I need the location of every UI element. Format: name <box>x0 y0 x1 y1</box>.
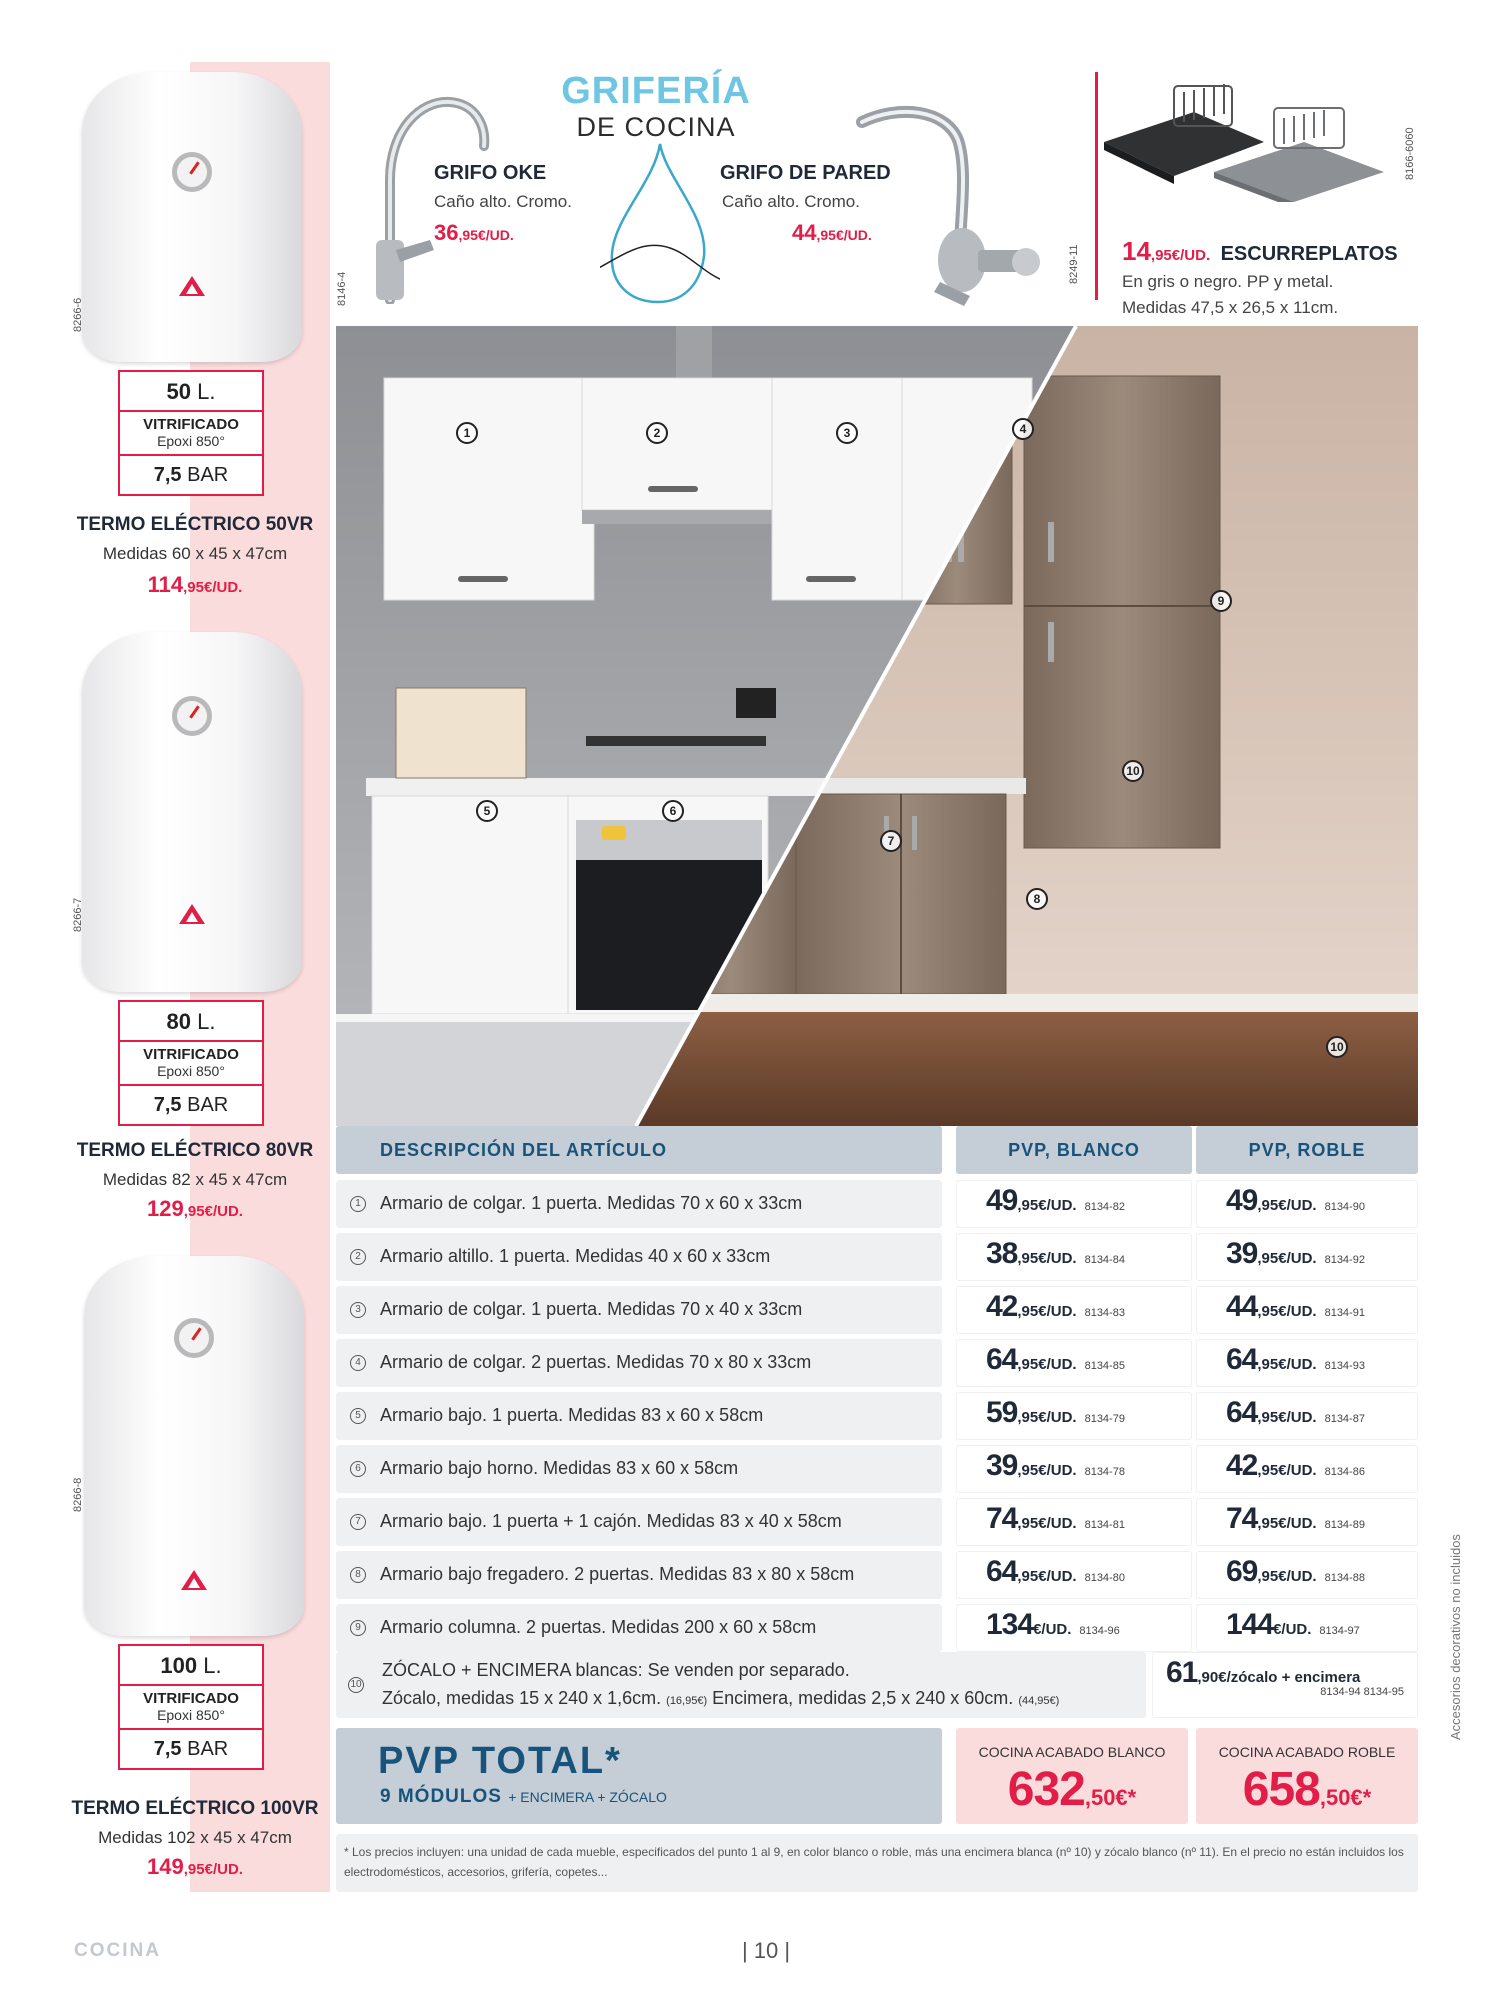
grifo-oke-name: GRIFO OKE <box>434 162 547 184</box>
heater-dims: Medidas 60 x 45 x 47cm <box>102 544 288 563</box>
row10-line2: Zócalo, medidas 15 x 240 x 1,6cm. (16,95€) Encimera, medidas 2,5 x 240 x 60cm. (44,95€) <box>382 1688 1060 1708</box>
heater-title: TERMO ELÉCTRICO 50VR <box>76 514 314 535</box>
footnote: * Los precios incluyen: una unidad de cada mueble, especificados del punto 1 al 9, en color blanco o roble, más una encimera blanca (nº 10) y zócalo blanco (nº 11). En el precio no están incluidos los electrodomésticos, accesorios, grifería, copetes... <box>344 1845 1404 1879</box>
aquahot-logo-icon <box>177 902 207 926</box>
row10-num: 10 <box>348 1676 378 1694</box>
heater-50-image <box>82 72 302 362</box>
heater-spec-box: 80 L. VITRIFICADO Epoxi 850° 7,5 BAR <box>118 1000 264 1126</box>
heater-code: 8266-8 <box>72 1477 84 1512</box>
price-roble: 64,95€/UD. 8134-87 <box>1196 1392 1418 1440</box>
page-number: | 10 | <box>741 1938 791 1963</box>
footer-section: COCINA <box>74 1940 161 1961</box>
price-blanco: 134€/UD. 8134-96 <box>956 1604 1192 1652</box>
heater-spec-box: 100 L. VITRIFICADO Epoxi 850° 7,5 BAR <box>118 1644 264 1770</box>
kitchen-badge: 7 <box>880 830 902 852</box>
grifo-oke-code: 8146-4 <box>336 271 348 306</box>
heater-100-image <box>84 1256 304 1636</box>
price-roble: 64,95€/UD. 8134-93 <box>1196 1339 1418 1387</box>
grifo-pared-desc: Caño alto. Cromo. <box>722 192 860 211</box>
kitchen-badge: 3 <box>836 422 858 444</box>
grifo-oke-price: 36,95€/UD. <box>434 220 514 245</box>
side-note: Accesorios decorativos no incluidos <box>1448 1534 1463 1740</box>
escurreplatos-desc-1: En gris o negro. PP y metal. <box>1122 272 1334 291</box>
kitchen-badge: 8 <box>1026 888 1048 910</box>
price-blanco: 49,95€/UD. 8134-82 <box>956 1180 1192 1228</box>
heater-code: 8266-6 <box>72 297 84 332</box>
grifo-pared-name: GRIFO DE PARED <box>720 162 891 184</box>
price-blanco: 64,95€/UD. 8134-85 <box>956 1339 1192 1387</box>
gauge-icon <box>172 696 212 736</box>
kitchen-badge: 10 <box>1122 760 1144 782</box>
price-roble: 74,95€/UD. 8134-89 <box>1196 1498 1418 1546</box>
total-blanco: COCINA ACABADO BLANCO 632,50€* <box>956 1728 1188 1824</box>
kitchen-badge: 1 <box>456 422 478 444</box>
heater-spec-box: 50 L. VITRIFICADO Epoxi 850° 7,5 BAR <box>118 370 264 496</box>
aquahot-logo-icon <box>179 1568 209 1592</box>
price-blanco: 64,95€/UD. 8134-80 <box>956 1551 1192 1599</box>
price-roble: 42,95€/UD. 8134-86 <box>1196 1445 1418 1493</box>
table-header-roble: PVP, ROBLE <box>1196 1126 1418 1174</box>
price-roble: 69,95€/UD. 8134-88 <box>1196 1551 1418 1599</box>
heater-80-image <box>82 632 302 992</box>
row-description: 6 Armario bajo horno. Medidas 83 x 60 x 58cm <box>350 1458 738 1479</box>
kitchen-badge: 2 <box>646 422 668 444</box>
total-title: PVP TOTAL* <box>378 1740 622 1782</box>
heater-price: 129,95€/UD. <box>147 1196 243 1221</box>
total-roble: COCINA ACABADO ROBLE 658,50€* <box>1196 1728 1418 1824</box>
row-description: 5 Armario bajo. 1 puerta. Medidas 83 x 60 x 58cm <box>350 1405 763 1426</box>
heater-title: TERMO ELÉCTRICO 80VR <box>76 1140 314 1161</box>
row-description: 4 Armario de colgar. 2 puertas. Medidas 70 x 80 x 33cm <box>350 1352 811 1373</box>
row-description: 9 Armario columna. 2 puertas. Medidas 200 x 60 x 58cm <box>350 1617 816 1638</box>
row10-price: 61,90€/zócalo + encimera 8134-94 8134-95 <box>1152 1652 1418 1718</box>
table-header-blanco: PVP, BLANCO <box>956 1126 1192 1174</box>
water-drop-icon <box>600 138 720 308</box>
escurreplatos-code: 8166-6060 <box>1404 127 1416 180</box>
row-description: 7 Armario bajo. 1 puerta + 1 cajón. Medidas 83 x 40 x 58cm <box>350 1511 842 1532</box>
griferia-title: GRIFERÍA <box>561 70 751 112</box>
price-blanco: 59,95€/UD. 8134-79 <box>956 1392 1192 1440</box>
row10-line1: ZÓCALO + ENCIMERA blancas: Se venden por separado. <box>382 1660 850 1680</box>
kitchen-photo <box>336 326 1418 1126</box>
price-blanco: 42,95€/UD. 8134-83 <box>956 1286 1192 1334</box>
heater-price: 149,95€/UD. <box>147 1854 243 1879</box>
price-blanco: 38,95€/UD. 8134-84 <box>956 1233 1192 1281</box>
price-roble: 39,95€/UD. 8134-92 <box>1196 1233 1418 1281</box>
escurreplatos-desc-2: Medidas 47,5 x 26,5 x 11cm. <box>1122 298 1339 317</box>
separator <box>1095 72 1098 300</box>
row-description: 8 Armario bajo fregadero. 2 puertas. Medidas 83 x 80 x 58cm <box>350 1564 854 1585</box>
table-header-desc: DESCRIPCIÓN DEL ARTÍCULO <box>336 1126 942 1174</box>
escurreplatos-heading: 14,95€/UD. ESCURREPLATOS <box>1122 236 1398 266</box>
kitchen-badge: 5 <box>476 800 498 822</box>
heater-code: 8266-7 <box>72 897 84 932</box>
heater-price: 114,95€/UD. <box>147 572 243 597</box>
row-description: 2 Armario altillo. 1 puerta. Medidas 40 x 60 x 33cm <box>350 1246 770 1267</box>
grifo-oke-desc: Caño alto. Cromo. <box>434 192 572 211</box>
kitchen-badge: 9 <box>1210 590 1232 612</box>
grifo-pared-code: 8249-11 <box>1068 244 1080 284</box>
kitchen-badge: 6 <box>662 800 684 822</box>
heater-dims: Medidas 82 x 45 x 47cm <box>102 1170 288 1189</box>
kitchen-badge: 10 <box>1326 1036 1348 1058</box>
price-roble: 144€/UD. 8134-97 <box>1196 1604 1418 1652</box>
price-roble: 49,95€/UD. 8134-90 <box>1196 1180 1418 1228</box>
heater-title: TERMO ELÉCTRICO 100VR <box>71 1798 319 1819</box>
price-blanco: 39,95€/UD. 8134-78 <box>956 1445 1192 1493</box>
gauge-icon <box>172 152 212 192</box>
heater-dims: Medidas 102 x 45 x 47cm <box>98 1828 292 1847</box>
row-description: 1 Armario de colgar. 1 puerta. Medidas 70 x 60 x 33cm <box>350 1193 802 1214</box>
dish-rack-image <box>1104 72 1404 202</box>
kitchen-badge: 4 <box>1012 418 1034 440</box>
total-subtitle: 9 MÓDULOS + ENCIMERA + ZÓCALO <box>380 1786 667 1807</box>
price-blanco: 74,95€/UD. 8134-81 <box>956 1498 1192 1546</box>
aquahot-logo-icon <box>177 274 207 298</box>
row-description: 3 Armario de colgar. 1 puerta. Medidas 70 x 40 x 33cm <box>350 1299 802 1320</box>
grifo-pared-price: 44,95€/UD. <box>792 220 872 245</box>
faucet-wall-image <box>850 100 1050 310</box>
price-roble: 44,95€/UD. 8134-91 <box>1196 1286 1418 1334</box>
gauge-icon <box>174 1318 214 1358</box>
griferia-subtitle: DE COCINA <box>576 112 736 142</box>
